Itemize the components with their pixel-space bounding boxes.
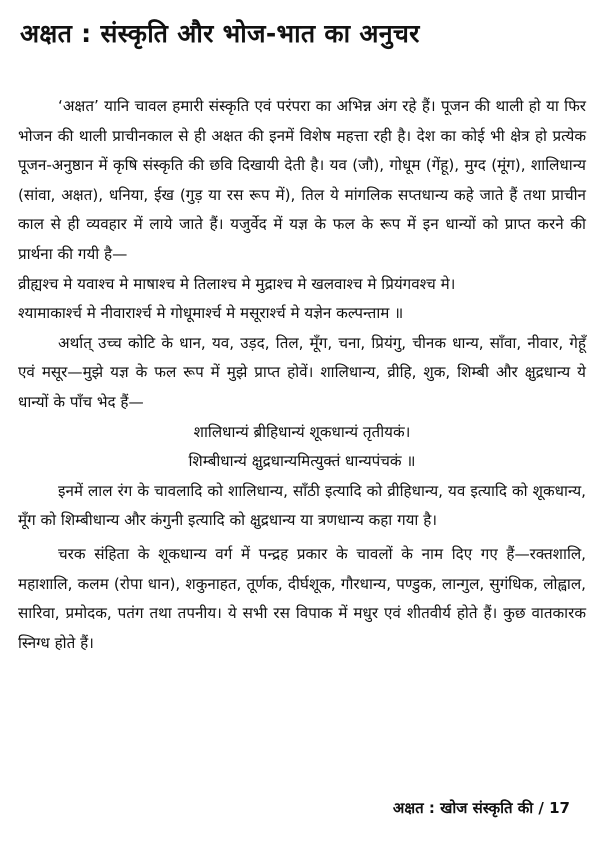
paragraph-charak-samhita: चरक संहिता के शूकधान्य वर्ग में पन्द्रह प्रकार के चावलों के नाम दिए गए हैं—रक्तशालि, महाशालि, कलम (रोपा धान), शकुनाहत, तूर्णक, दीर्घशूक, गौरधान्य, पण्डुक, लान्गुल, सुगंधिक, लोह्वाल, सारिवा, प्रमोदक, पतंग तथा तपनीय। ये सभी रस विपाक में मधुर एवं शीतवीर्य होते हैं। कुछ वातकारक स्निग्ध होते हैं। <box>18 544 586 652</box>
page-footer: अक्षत : खोज संस्कृति की / 17 <box>392 799 570 817</box>
body-text <box>18 92 586 658</box>
yajurveda-verse-line-2: श्यामाकार्श्च मे नीवारार्श्च मे गोधूमार्श्च मे मसूरार्श्च मे यज्ञेन कल्पन्ताम ॥ <box>18 304 404 323</box>
page-title: अक्षत : संस्कृति और भोज-भात का अनुचर <box>20 19 420 48</box>
grain-verse-line-1: शालिधान्यं ब्रीहिधान्यं शूकधान्यं तृतीयकं। <box>193 422 411 441</box>
paragraph-intro: ‘अक्षत’ यानि चावल हमारी संस्कृति एवं परंपरा का अभिन्न अंग रहे हैं। पूजन की थाली हो या फिर भोजन की थाली प्राचीनकाल से ही अक्षत की इनमें विशेष महत्ता रही है। देश का कोई भी क्षेत्र हो प्रत्येक पूजन-अनुष्ठान में कृषि संस्कृति की छवि दिखायी देती है। यव (जौ), गोधूम (गेंहू), मुग्द (मूंग), शालिधान्य (सांवा, अक्षत), धनिया, ईख (गुड़ या रस रूप में), तिल ये मांगलिक सप्तधान्य कहे जाते हैं तथा प्राचीन काल से ही व्यवहार में लाये जाते हैं। यजुर्वेद में यज्ञ के फल के रूप में इन धान्यों को प्राप्त करने की प्रार्थना की गयी है— <box>18 97 586 263</box>
paragraph-grain-types: इनमें लाल रंग के चावलादि को शालिधान्य, साँठी इत्यादि को व्रीहिधान्य, यव इत्यादि को शूकधान्य, मूँग को शिम्बीधान्य और कंगुनी इत्यादि को क्षुद्रधान्य या त्रणधान्य कहा गया है। <box>18 481 586 530</box>
grain-verse-line-2: शिम्बीधान्यं क्षुद्रधान्यमित्युक्तं धान्यपंचकं ॥ <box>188 452 416 471</box>
yajurveda-verse-line-1: व्रीह्यश्च मे यवाश्च मे माषाश्च मे तिलाश्च मे मुद्राश्च मे खलवाश्च मे प्रियंगवश्च मे। <box>18 274 456 293</box>
paragraph-meaning: अर्थात् उच्च कोटि के धान, यव, उड़द, तिल, मूँग, चना, प्रियंगु, चीनक धान्य, साँवा, नीवार, गेहूँ एवं मसूर—मुझे यज्ञ के फल रूप में मुझे प्राप्त होवें। शालिधान्य, व्रीहि, शुक, शिम्बी और क्षुद्रधान्य ये धान्यों के पाँच भेद हैं— <box>18 333 586 411</box>
